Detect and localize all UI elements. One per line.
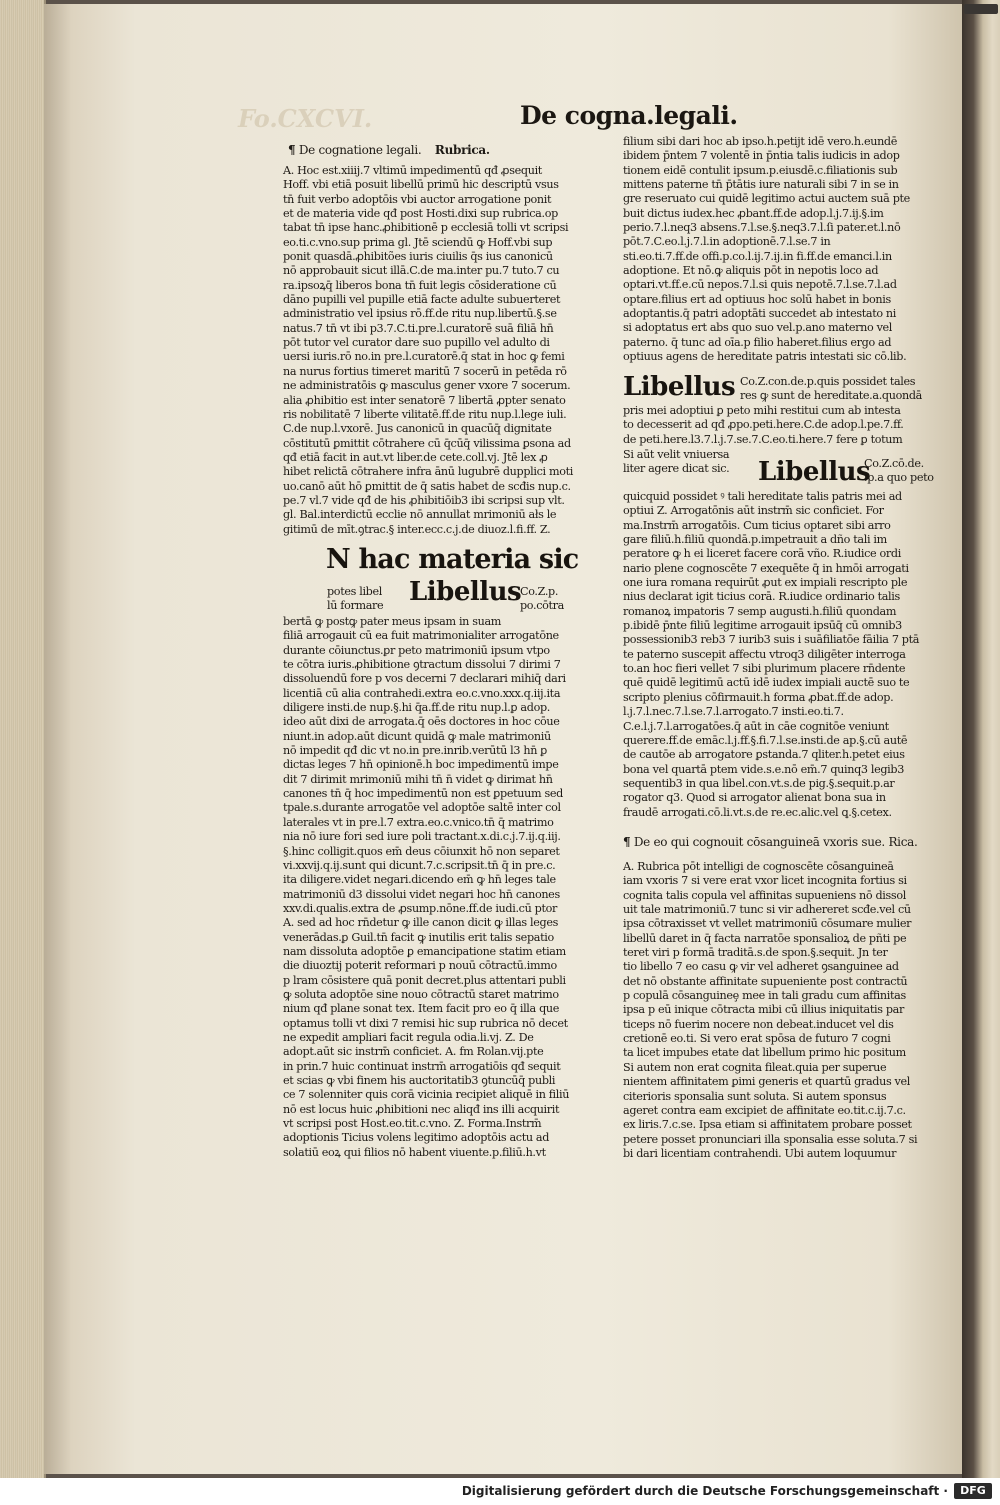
funding-credit: Digitalisierung gefördert durch die Deutsche Forschungsgemeinschaft · — [461, 1484, 948, 1498]
text-line: tpale.s.durante arrogatōe vel adoptōe saltē inter col — [283, 801, 561, 815]
text-line: petere posset pronunciari illa sponsalia esse soluta.7 si — [623, 1132, 918, 1146]
right-column-text-b — [623, 404, 945, 447]
text-line: gitimū de mīt.ꝯtrac.§ inter.ecc.c.j.de diuoz.l.fi.ff. Z. — [283, 522, 551, 536]
text-line: libellū daret in q̄ facta narratōe sponsalioꝝ de pñti pe — [623, 931, 907, 945]
text-line: ce 7 solenniter quis corā vicinia recipiet aliquē in filiū — [283, 1088, 570, 1102]
text-line: bona vel quartā ptem vide.s.e.nō em̄.7 quinq3 legib3 — [623, 762, 904, 776]
text-line: ꝙ soluta adoptōe sine nouo cōtractū staret matrimo — [283, 987, 559, 1001]
libellus-pre-line: liter agere dicat sic. — [623, 462, 730, 476]
text-line: ponit quasdā.ꝓhibitões iuris ciuilis q̄s ius canonicū — [283, 250, 553, 264]
text-line: tabat tn̄ ipse hanc.ꝓhibitionē p ecclesiā tolli vt scripsi — [283, 221, 569, 235]
text-line: dissoluendū fore p vos decerni 7 declarari mihiq̄ dari — [283, 672, 566, 686]
text-line: dāno pupilli vel pupille etiā facte adulte subuerteret — [283, 293, 561, 307]
text-line: p.ibidē p̄nte filiū legitime arrogauit ipsūq̄ cū omnib3 — [623, 619, 902, 633]
text-line: ris nobilitatē 7 liberte vilitatē.ff.de ritu nup.l.lege iuli. — [283, 407, 567, 421]
text-line: citerioris sponsalia sunt soluta. Si autem sponsus — [623, 1089, 887, 1103]
text-line: gare filiū.h.filiū quondā.p.impetrauit a dño tali im — [623, 533, 887, 547]
text-line: ipsa p eū inique cōtracta mibi cū illius iniquitatis par — [623, 1003, 904, 1017]
libellus-post-line: res ꝙ sunt de hereditate.a.quondā — [740, 389, 922, 403]
left-rubric-heading — [288, 143, 490, 157]
text-line: possessionib3 reb3 7 iurib3 suis i suāfiliatōe fāilia 7 ptā — [623, 633, 920, 647]
text-line: uo.canō aūt hō ꝑmittit de q̄ satis habet de scđis nup.c. — [283, 479, 571, 493]
rubric-title: De eo qui cognouit cōsanguineā vxoris sue. Rica. — [633, 835, 918, 849]
text-line: licentiā cū alia contrahedi.extra eo.c.vno.xxx.q.iij.ita — [283, 686, 561, 700]
text-line: adoptione. Et nō.ꝙ aliquis pōt in nepotis loco ad — [623, 264, 879, 278]
text-line: A. Hoc est.xiiij.7 vltimū impedimentū qđ ꝓsequit — [283, 164, 542, 177]
text-line: nō approbauit sicut illā.C.de ma.inter pu.7 tuto.7 cu — [283, 264, 560, 278]
libellus-post-line: Co.Z.con.de.p.quis possidet tales — [740, 375, 916, 388]
text-line: p lram cōsistere quā ponit decret.plus attentari publi — [283, 973, 566, 987]
text-line: adopt.aūt sic instrm̄ conficiet. A. fm Rolan.vij.pte — [283, 1045, 544, 1059]
text-line: niunt.in adop.aūt dicunt quidā ꝙ male matrimoniū — [283, 729, 551, 743]
right-column-text-a — [623, 135, 945, 365]
left-column-text-top — [283, 164, 593, 537]
dfg-logo: DFG — [954, 1483, 992, 1499]
text-line: optamus tolli vt dixi 7 remisi hic sup rubrica nō decet — [283, 1016, 568, 1030]
text-line: te cōtra iuris.ꝓhibitione ꝯtractum dissolui 7 dirimi 7 — [283, 658, 561, 672]
text-line: gre reseruato cui quidē legitimo actui auctem suā pte — [623, 192, 910, 206]
text-line: eo.ti.c.vno.sup prima gl. Jtē sciendū ꝙ Hoff.vbi sup — [283, 235, 553, 249]
text-line: ra.ipsoꝝq̄ liberos bona tn̄ fuit legis cōsideratione cū — [283, 278, 557, 292]
text-line: ideo aūt dixi de arrogata.q̄ oēs doctores in hoc cōue — [283, 715, 560, 729]
text-line: matrimoniū d3 dissolui videt negari hoc hn̄ canones — [283, 887, 560, 901]
text-line: in prin.7 huic continuat instrm̄ arrogatiōis qđ sequit — [283, 1059, 561, 1073]
libellus-post-line: Co.Z.p. — [520, 585, 559, 598]
text-line: si adoptatus ert abs quo suo vel.p.ano materno vel — [623, 321, 893, 335]
text-line: hibet relictā cōtrahere infra ānū lugubrē dupplici moti — [283, 465, 573, 479]
libellus-post-line: .p.a quo peto — [864, 471, 934, 485]
text-line: ta licet impubes etate dat libellum primo hic positum — [623, 1046, 906, 1060]
text-line: na nurus fortius timeret maritū 7 socerū in petēda rō — [283, 364, 567, 378]
text-line: de peti.here.l3.7.l.j.7.se.7.C.eo.ti.here.7 fere ꝑ totum — [623, 432, 903, 446]
right-rubric-heading — [623, 835, 918, 849]
libellus-pre-line: Si aūt velit vniuersa — [623, 448, 730, 461]
text-line: uersi iuris.rō no.in pre.l.curatorē.q̄ stat in hoc ꝙ femi — [283, 350, 565, 364]
book-gutter — [962, 0, 1000, 1478]
text-line: optiuus agens de hereditate patris intestati sic cō.lib. — [623, 350, 907, 364]
text-line: et de materia vide qđ post Hosti.dixi sup rubrica.op — [283, 207, 558, 221]
text-line: nō est locus huic ꝓhibitioni nec aliqđ ins illi acquirit — [283, 1102, 560, 1116]
text-line: C.de nup.l.vxorē. Jus canonicū in quacūq̄ dignitate — [283, 422, 552, 436]
text-line: ne administratōis ꝙ masculus gener vxore 7 socerum. — [283, 379, 571, 393]
text-line: durante cōiunctus.ꝑr peto matrimoniū ipsum vtpo — [283, 643, 550, 657]
text-line: romanoꝝ impatoris 7 semp augusti.h.filiū quondam — [623, 604, 897, 618]
text-line: die diuoztij poterit reformari p nouū cōtractū.immo — [283, 959, 557, 973]
text-line: pōt.7.C.eo.l.j.7.l.in adoptionē.7.l.se.7 in — [623, 235, 831, 249]
text-line: perio.7.l.neq3 absens.7.l.se.§.neq3.7.l.ſi pater.et.l.nō — [623, 221, 901, 235]
text-line: nō impedit qđ dic vt no.in pre.inrib.verūtū l3 hn̄ ꝑ — [283, 744, 548, 758]
text-line: canones tn̄ q̄ hoc impedimentū non est ꝑpetuum sed — [283, 787, 563, 801]
text-line: optiui Z. Arrogatōnis aūt instrm̄ sic conficiet. For — [623, 504, 884, 518]
text-line: pe.7 vl.7 vide qđ de his ꝓhibitiōib3 ibi scripsi sup vlt. — [283, 493, 565, 507]
text-line: ex liris.7.c.se. Ipsa etiam si affinitatem probare posset — [623, 1118, 912, 1132]
text-line: buit dictus iudex.hec ꝓbant.ff.de adop.l.j.7.ij.§.im — [623, 206, 884, 220]
text-line: optare.filius ert ad optiuus hoc solū habet in bonis — [623, 292, 891, 306]
right-column-text-c — [623, 490, 945, 820]
text-line: ticeps nō fuerim nocere non debeat.inducet vel dis — [623, 1017, 894, 1031]
text-line: Si autem non erat cognita fileat.quia per superue — [623, 1060, 887, 1074]
text-line: teret viri p formā traditā.s.de spon.§.sequit. Jn ter — [623, 946, 888, 960]
text-line: sequentib3 in qua libel.con.vt.s.de pig.§.sequit.p.ar — [623, 776, 895, 790]
right-libellus-pre-2 — [623, 448, 729, 477]
text-line: rogator q3. Quod si arrogator alienat bona sua in — [623, 791, 886, 805]
running-head: De cogna.legali. — [520, 101, 738, 130]
text-line: cognita talis copula vel affinitas supueniens nō dissol — [623, 888, 906, 902]
text-line: det nō obstante affinitate supueniente post contractū — [623, 974, 908, 988]
text-line: administratio vel ipsius rō.ff.de ritu nup.libertū.§.se — [283, 307, 557, 321]
text-line: sti.eo.ti.7.ff.de offi.p.co.l.ij.7.ij.in fi.ff.de emanci.l.in — [623, 249, 892, 263]
text-line: solatiū eoꝝ qui filios nō habent viuente.p.filiū.h.vt — [283, 1145, 546, 1159]
text-line: et scias ꝙ vbi finem his auctoritatib3 ꝯtuncūq̄ publi — [283, 1074, 556, 1087]
text-line: ne expedit ampliari facit regula odia.li.vj. Z. De — [283, 1030, 534, 1044]
text-line: dit 7 dirimit mrimoniū mihi tn̄ n̄ videt ꝙ dirimat hn̄ — [283, 772, 553, 786]
libellus-post-line: po.cōtra — [520, 599, 564, 613]
rubric-label: Rubrica. — [434, 143, 490, 157]
left-big-incipit: N hac materia sic — [326, 544, 579, 575]
text-line: peratore ꝙ h ei liceret facere corā vño. R.iudice ordi — [623, 547, 901, 561]
right-libellus-word-2: Libellus — [758, 457, 871, 487]
text-line: fraudē arrogati.cō.li.vt.s.de re.ec.alic.vel ꝗ.§.cetex. — [623, 805, 892, 819]
text-line: pris mei adoptiui ꝑ peto mihi restitui cum ab intesta — [623, 404, 901, 417]
text-line: adoptionis Ticius volens legitimo adoptōis actu ad — [283, 1131, 550, 1145]
text-line: te paterno suscepit affectu vtroq3 diligēter interroga — [623, 647, 906, 661]
left-libellus-word: Libellus — [409, 577, 522, 607]
text-line: gl. Bal.interdictū ecclie nō annullat mrimoniū ałs le — [283, 508, 557, 522]
text-line: Hoff. vbi etiā posuit libellū primū hic descriptū vsus — [283, 178, 559, 192]
text-line: p copulā cōsanguineȩ mee in tali gradu cum affinitas — [623, 989, 906, 1003]
text-line: iam vxoris 7 si vere erat vxor licet incognita fortius si — [623, 874, 907, 888]
text-line: diligere insti.de nup.§.hi q̄a.ff.de ritu nup.l.ꝑ adop. — [283, 701, 550, 715]
text-line: bertā ꝙ postꝙ pater meus ipsam in suam — [283, 615, 502, 628]
text-line: adoptantis.q̄ patri adoptāti succedet ab intestato ni — [623, 307, 897, 321]
text-line: to.an hoc fieri vellet 7 sibi plurimum placere rn̄dente — [623, 662, 906, 676]
left-libellus-post — [520, 585, 564, 614]
text-line: one iura romana requirūt ꝓut ex impiali rescripto ple — [623, 576, 908, 590]
text-line: filiā arrogauit cū ea fuit matrimonialiter arrogatōne — [283, 629, 559, 643]
pilcrow-icon: ¶ — [288, 143, 296, 157]
text-line: ita diligere.videt negari.dicendo em̄ ꝙ hn̄ leges tale — [283, 873, 556, 887]
text-line: vi.xxvij.q.ij.sunt qui dicunt.7.c.scripsit.tn̄ q̄ in pre.c. — [283, 858, 556, 872]
text-line: de cautōe ab arrogatore ꝑstanda.7 qliter.h.petet eius — [623, 748, 905, 762]
text-line: filium sibi dari hoc ab ipso.h.petijt idē vero.h.eundē — [623, 135, 898, 148]
right-libellus-word-1: Libellus — [623, 372, 736, 402]
text-line: qđ etiā facit in aut.vt liber.de cete.coll.vj. Jtē lex ꝓ — [283, 450, 548, 464]
text-line: cōstitutū ꝑmittit cōtrahere cū q̄cūq̄ vilissima ꝑsona ad — [283, 436, 571, 450]
text-line: nius declarat igit ticius corā. R.iudice ordinario talis — [623, 590, 900, 604]
text-line: quē quidē legitimū actū idē iudex impiali auctē suo te — [623, 676, 910, 690]
text-line: nario plene cognoscēte 7 exequēte q̄ in hmōi arrogati — [623, 561, 909, 575]
pilcrow-icon: ¶ — [623, 835, 631, 849]
text-line: l.j.7.l.nec.7.l.se.7.l.arrogato.7 insti.eo.ti.7. — [623, 705, 844, 719]
text-line: tn̄ fuit verbo adoptōis vbi auctor arrogatione ponit — [283, 192, 552, 206]
text-line: natus.7 tn̄ vt ibi p3.7.C.ti.pre.l.curatorē suā filiā hn̄ — [283, 321, 554, 335]
libellus-post-line: Co.Z.cō.de. — [864, 457, 924, 470]
text-line: optari.vt.ff.e.cū nepos.7.l.si quis nepotē.7.l.se.7.l.ad — [623, 278, 897, 292]
right-column-text-d — [623, 860, 945, 1161]
text-line: pōt tutor vel curator dare suo pupillo vel adulto di — [283, 336, 550, 350]
text-line: paterno. q̄ tunc ad oīa.p filio haberet.filius ergo ad — [623, 335, 892, 349]
text-line: mittens paterne tn̄ p̄tātis iure naturali sibi 7 in se in — [623, 178, 899, 192]
text-line: scripto plenius cōfirmauit.h forma ꝓbat.ff.de adop. — [623, 690, 894, 704]
text-line: ma.Instrm̄ arrogatōis. Cum ticius optaret sibi arro — [623, 518, 891, 532]
text-line: alia ꝓhibitio est inter senatorē 7 libertā ꝓpter senato — [283, 393, 566, 407]
text-line: §.hinc colligit.quos em̄ deus cōiunxit hō non separet — [283, 844, 560, 858]
text-line: querere.ff.de emāc.l.j.ff.§.fi.7.l.se.insti.de ap.§.cū autē — [623, 733, 908, 747]
text-line: ipsa cōtraxisset vt vellet matrimoniū cōsumare mulier — [623, 917, 912, 931]
text-line: bi dari licentiam contrahendi. Ubi autem loquumur — [623, 1146, 897, 1160]
text-line: tio libello 7 eo casu ꝙ vir vel adheret ꝯsanguinee ad — [623, 960, 899, 974]
text-line: uit tale matrimoniū.7 tunc si vir adhereret scđe.vel cū — [623, 903, 911, 917]
text-line: xxv.di.qualis.extra de ꝓsump.nōne.ff.de iudi.cū ptor — [283, 901, 557, 915]
right-libellus-post-1 — [740, 375, 922, 404]
libellus-pre-line: potes libel — [327, 585, 382, 598]
left-libellus-pre — [327, 585, 383, 614]
text-line: nium qđ plane sonat tex. Item facit pro eo q̄ illa que — [283, 1002, 560, 1016]
text-line: laterales vt in pre.l.7 extra.eo.c.vnico.tn̄ q̄ matrimo — [283, 815, 554, 829]
text-line: A. Rubrica pōt intelligi de cognoscēte cōsanguineā — [623, 860, 894, 873]
text-line: nientem affinitatem ꝑimi generis et quartū gradus vel — [623, 1075, 911, 1089]
text-line: ibidem p̄ntem 7 volentē in p̄ntia talis iudicis in adop — [623, 149, 900, 163]
text-line: dictas leges 7 hn̄ opinionē.h boc impedimentū impe — [283, 758, 559, 772]
text-line: nam dissoluta adoptōe ꝑ emancipatione statim etiam — [283, 944, 566, 958]
book-left-edges — [0, 0, 46, 1478]
left-column-text-bottom — [283, 615, 593, 1160]
text-line: vt scripsi post Host.eo.tit.c.vno. Z. Forma.Instrm̄ — [283, 1117, 542, 1131]
text-line: to decesserit ad qđ ꝓpo.peti.here.C.de adop.l.pe.7.ff. — [623, 418, 904, 432]
text-line: C.e.l.j.7.l.arrogatōes.q̄ aūt in cāe cognitōe veniunt — [623, 719, 889, 733]
text-line: quicquid possidet ꝰ tali hereditate talis patris mei ad — [623, 490, 902, 503]
rubric-title: De cognatione legali. — [298, 143, 422, 157]
text-line: nia nō iure fori sed iure poli tractant.x.di.c.j.7.ij.q.iij. — [283, 830, 561, 844]
footer-bar — [0, 1478, 1000, 1505]
text-line: A. sed ad hoc rn̄detur ꝙ ille canon dicit ꝙ illas leges — [283, 916, 558, 930]
libellus-pre-line: lū formare — [327, 599, 384, 613]
text-line: tionem eidē contulit ipsum.p.eiusdē.c.filiationis sub — [623, 163, 898, 177]
text-line: ageret contra eam excipiet de affinitate eo.tit.c.ij.7.c. — [623, 1103, 906, 1117]
folio-number: Fo.CXCVI. — [238, 104, 373, 133]
right-libellus-post-2 — [864, 457, 934, 486]
text-line: cretionē eo.ti. Si vero erat spōsa de futuro 7 cogni — [623, 1032, 891, 1046]
text-line: venerādas.ꝑ Guil.tn̄ facit ꝙ inutilis erit talis sepatio — [283, 930, 554, 944]
scanner-clip — [964, 4, 998, 14]
